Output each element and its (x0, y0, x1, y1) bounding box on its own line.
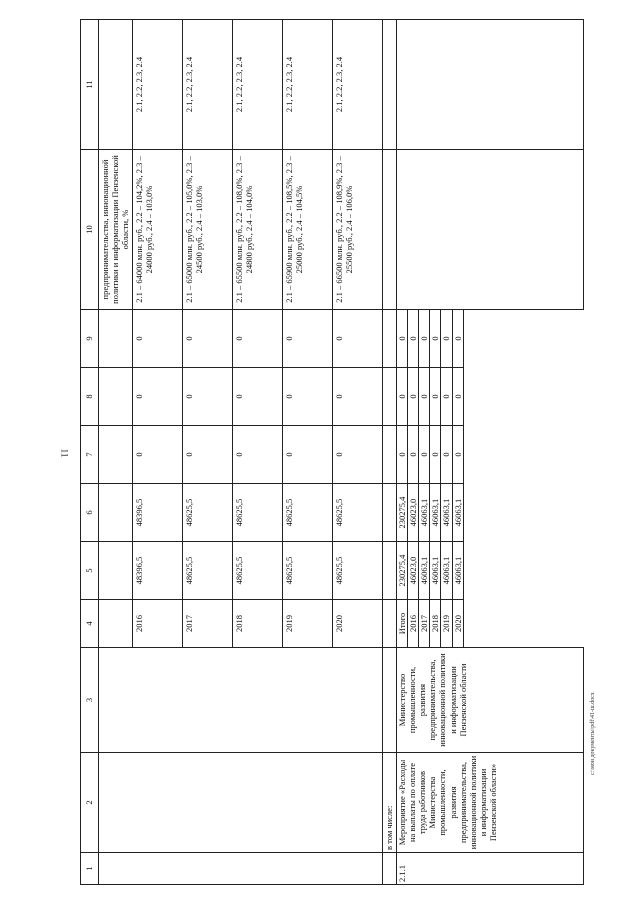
cell-empty (382, 310, 396, 368)
cell-year: 2016 (132, 600, 182, 648)
cell-federal (99, 426, 133, 484)
cell-regional: 46063,1 (418, 484, 429, 542)
cell-other: 0 (418, 310, 429, 368)
cell-other: 0 (430, 310, 441, 368)
cell-indicator-ids: 2.1, 2.2, 2.3, 2.4 (332, 20, 382, 150)
cell-indicator-ids: 2.1, 2.2, 2.3, 2.4 (132, 20, 182, 150)
header-cell: 10 (81, 150, 99, 310)
cell-other: 0 (407, 310, 418, 368)
cell-year: 2019 (441, 600, 452, 648)
cell-other: 0 (332, 310, 382, 368)
cell-num-empty (99, 853, 383, 885)
header-cell: 9 (81, 310, 99, 368)
cell-empty (382, 150, 396, 310)
cell-regional: 46063,1 (441, 484, 452, 542)
cell-local: 0 (407, 368, 418, 426)
cell-other: 0 (132, 310, 182, 368)
cell-federal: 0 (452, 426, 463, 484)
header-cell: 6 (81, 484, 99, 542)
cell-indicators: предпринимательства, инновационной политики и информатизации Пензенской области, % (99, 150, 133, 310)
cell-year: 2017 (182, 600, 232, 648)
cell-local: 0 (452, 368, 463, 426)
cell-local: 0 (182, 368, 232, 426)
program-table (80, 19, 584, 885)
cell-total: 46063,1 (430, 542, 441, 600)
cell-year: Итого (396, 600, 407, 648)
cell-federal: 0 (430, 426, 441, 484)
cell-regional: 46063,1 (452, 484, 463, 542)
cell-local: 0 (132, 368, 182, 426)
including-row (382, 20, 396, 885)
cell-local: 0 (332, 368, 382, 426)
cell-empty (382, 368, 396, 426)
header-cell: 5 (81, 542, 99, 600)
cell-indicators: 2.1 – 65900 млн. руб., 2.2 – 108,5%, 2.3 – 25000 руб., 2.4 – 104,5% (282, 150, 332, 310)
cell-empty (382, 20, 396, 150)
cell-year: 2019 (282, 600, 332, 648)
cell-total (99, 542, 133, 600)
cell-federal: 0 (418, 426, 429, 484)
cell-federal: 0 (282, 426, 332, 484)
cell-total: 48625,5 (182, 542, 232, 600)
event-name: Мероприятие «Расходы на выплаты по оплате труда работников Министерства промышленности, развития предпринимательства, инновационной политики и информатизации Пензенской области» (396, 753, 583, 853)
cell-year: 2020 (332, 600, 382, 648)
cell-empty (382, 542, 396, 600)
cell-local: 0 (418, 368, 429, 426)
cell-regional: 46023,0 (407, 484, 418, 542)
cell-total: 46063,1 (418, 542, 429, 600)
cell-indicators: 2.1 – 65000 млн. руб., 2.2 – 105,0%, 2.3 – 24500 руб., 2.4 – 103,0% (182, 150, 232, 310)
cell-indicator-ids: 2.1, 2.2, 2.3, 2.4 (182, 20, 232, 150)
cell-local: 0 (430, 368, 441, 426)
cell-other: 0 (396, 310, 407, 368)
cell-total: 46063,1 (441, 542, 452, 600)
cell-empty (382, 648, 396, 753)
header-cell: 8 (81, 368, 99, 426)
cell-other: 0 (441, 310, 452, 368)
cell-year: 2016 (407, 600, 418, 648)
cell-year: 2018 (232, 600, 282, 648)
cell-total: 230275,4 (396, 542, 407, 600)
cell-indicator-ids (99, 20, 133, 150)
cell-year: 2020 (452, 600, 463, 648)
cell-other: 0 (182, 310, 232, 368)
cell-regional (99, 484, 133, 542)
cell-indicator-ids: 2.1, 2.2, 2.3, 2.4 (282, 20, 332, 150)
event-number: 2.1.1 (396, 853, 583, 885)
cell-federal: 0 (232, 426, 282, 484)
cell-total: 48625,5 (282, 542, 332, 600)
cell-indicators: 2.1 – 66500 млн. руб., 2.2 – 108,9%, 2.3 – 25500 руб., 2.4 – 106,0% (332, 150, 382, 310)
cell-total: 46023,0 (407, 542, 418, 600)
cell-other (99, 310, 133, 368)
footer-file-path: c:\мои документы\pdf\41-ш.docx (590, 692, 596, 775)
cell-indicators: 2.1 – 65500 млн. руб., 2.2 – 108,0%, 2.3 – 24800 руб., 2.4 – 104,0% (232, 150, 282, 310)
event-row (396, 20, 407, 885)
cell-executor-empty (99, 648, 383, 753)
cell-total: 48625,5 (232, 542, 282, 600)
header-cell: 4 (81, 600, 99, 648)
header-cell: 11 (81, 20, 99, 150)
cell-regional: 46063,1 (430, 484, 441, 542)
rotated-table-wrapper (80, 20, 586, 885)
cell-regional: 48625,5 (282, 484, 332, 542)
header-cell: 2 (81, 753, 99, 853)
header-cell: 1 (81, 853, 99, 885)
cell-indicators: 2.1 – 64000 млн. руб., 2.2 – 104,2%, 2.3 – 24000 руб., 2.4 – 103,0% (132, 150, 182, 310)
page-number: 11 (59, 448, 70, 458)
cell-year: 2018 (430, 600, 441, 648)
cell-local (99, 368, 133, 426)
cell-year: 2017 (418, 600, 429, 648)
cell-local: 0 (441, 368, 452, 426)
cell-local: 0 (282, 368, 332, 426)
cell-name-empty (99, 753, 383, 853)
cell-other: 0 (282, 310, 332, 368)
cell-federal: 0 (396, 426, 407, 484)
cell-empty (463, 310, 583, 648)
cell-total: 48625,5 (332, 542, 382, 600)
cell-empty (382, 600, 396, 648)
table-row (99, 20, 133, 885)
cell-federal: 0 (441, 426, 452, 484)
event-executor: Министерство промышленности, развития предпринимательства, инновационной политики и информатизации Пензенской области (396, 648, 583, 753)
header-cell: 3 (81, 648, 99, 753)
header-row (81, 20, 99, 885)
cell-other: 0 (232, 310, 282, 368)
cell-federal: 0 (332, 426, 382, 484)
cell-regional: 230275,4 (396, 484, 407, 542)
cell-total: 46063,1 (452, 542, 463, 600)
cell-indicator-ids: 2.1, 2.2, 2.3, 2.4 (232, 20, 282, 150)
cell-empty (396, 20, 583, 150)
cell-federal: 0 (182, 426, 232, 484)
cell-regional: 48625,5 (182, 484, 232, 542)
cell-local: 0 (396, 368, 407, 426)
including-label: в том числе: (382, 753, 396, 853)
cell-empty (382, 426, 396, 484)
cell-empty (396, 150, 583, 310)
cell-federal: 0 (407, 426, 418, 484)
cell-total: 48396,5 (132, 542, 182, 600)
cell-empty (382, 853, 396, 885)
cell-local: 0 (232, 368, 282, 426)
cell-regional: 48396,5 (132, 484, 182, 542)
cell-federal: 0 (132, 426, 182, 484)
header-cell: 7 (81, 426, 99, 484)
cell-regional: 48625,5 (232, 484, 282, 542)
cell-year (99, 600, 133, 648)
cell-empty (382, 484, 396, 542)
cell-regional: 48625,5 (332, 484, 382, 542)
cell-other: 0 (452, 310, 463, 368)
